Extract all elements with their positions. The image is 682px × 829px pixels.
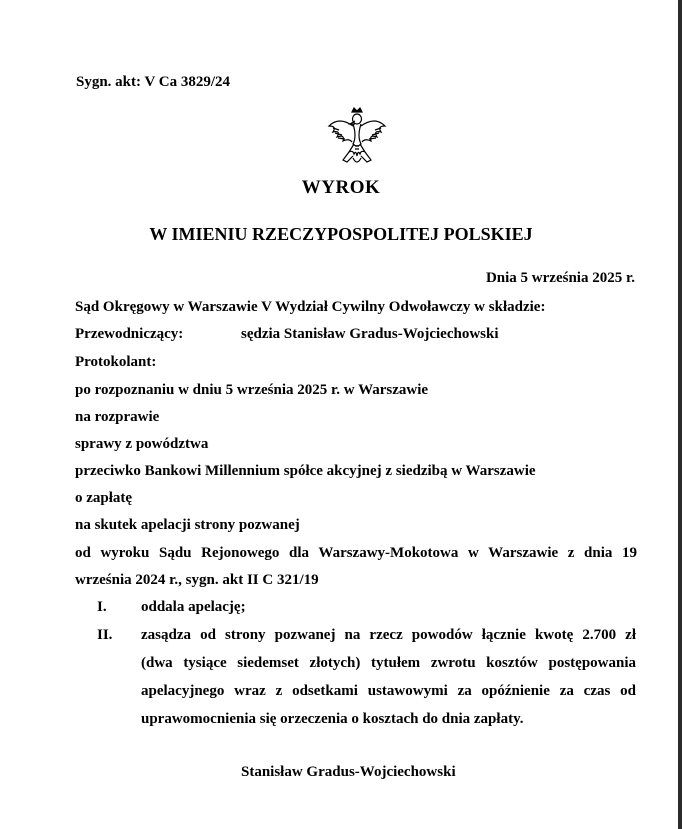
plaintiff-line: sprawy z powództwa [75,436,209,452]
court-composition: Sąd Okręgowy w Warszawie V Wydział Cywilny Odwoławczy w składzie: [75,299,546,315]
case-signature: Sygn. akt: V Ca 3829/24 [76,74,231,90]
lower-court-date-line: września 2024 r., sygn. akt II C 321/19 [75,572,319,588]
appeal-line: na skutek apelacji strony pozwanej [75,517,300,533]
disposition-text: oddala apelację; [141,599,246,615]
disposition-text-line: zasądza od strony pozwanej na rzecz powodów łącznie kwotę 2.700 zł [141,627,636,643]
chair-label: Przewodniczący: [75,326,184,342]
defendant-line: przeciwko Bankowi Millennium spółce akcyjnej z siedzibą w Warszawie [75,463,536,479]
scan-edge-shadow [678,0,682,829]
hearing-type-line: na rozprawie [75,409,160,425]
chair-name: sędzia Stanisław Gradus-Wojciechowski [241,326,499,342]
disposition-numeral: I. [97,599,107,615]
lower-court-line: od wyroku Sądu Rejonowego dla Warszawy-Mokotowa w Warszawie z dnia 19 [75,545,637,561]
judgment-subtitle: W IMIENIU RZECZYPOSPOLITEJ POLSKIEJ [149,224,533,244]
judge-signature: Stanisław Gradus-Wojciechowski [241,764,456,780]
disposition-text-line: apelacyjnego wraz z odsetkami ustawowymi za opóźnienie za czas od [141,683,636,699]
subject-line: o zapłatę [75,490,133,506]
judgment-date: Dnia 5 września 2025 r. [485,270,635,286]
disposition-text-line: (dwa tysiące siedemset złotych) tytułem zwrotu kosztów postępowania [141,655,636,671]
hearing-line: po rozpoznaniu w dniu 5 września 2025 r. w Warszawie [75,382,429,398]
clerk-label: Protokolant: [75,354,157,370]
judgment-title: WYROK [301,177,381,198]
disposition-text-line: uprawomocnienia się orzeczenia o kosztach do dnia zapłaty. [141,711,524,727]
eagle-emblem-icon [325,106,389,172]
disposition-numeral: II. [97,627,113,643]
